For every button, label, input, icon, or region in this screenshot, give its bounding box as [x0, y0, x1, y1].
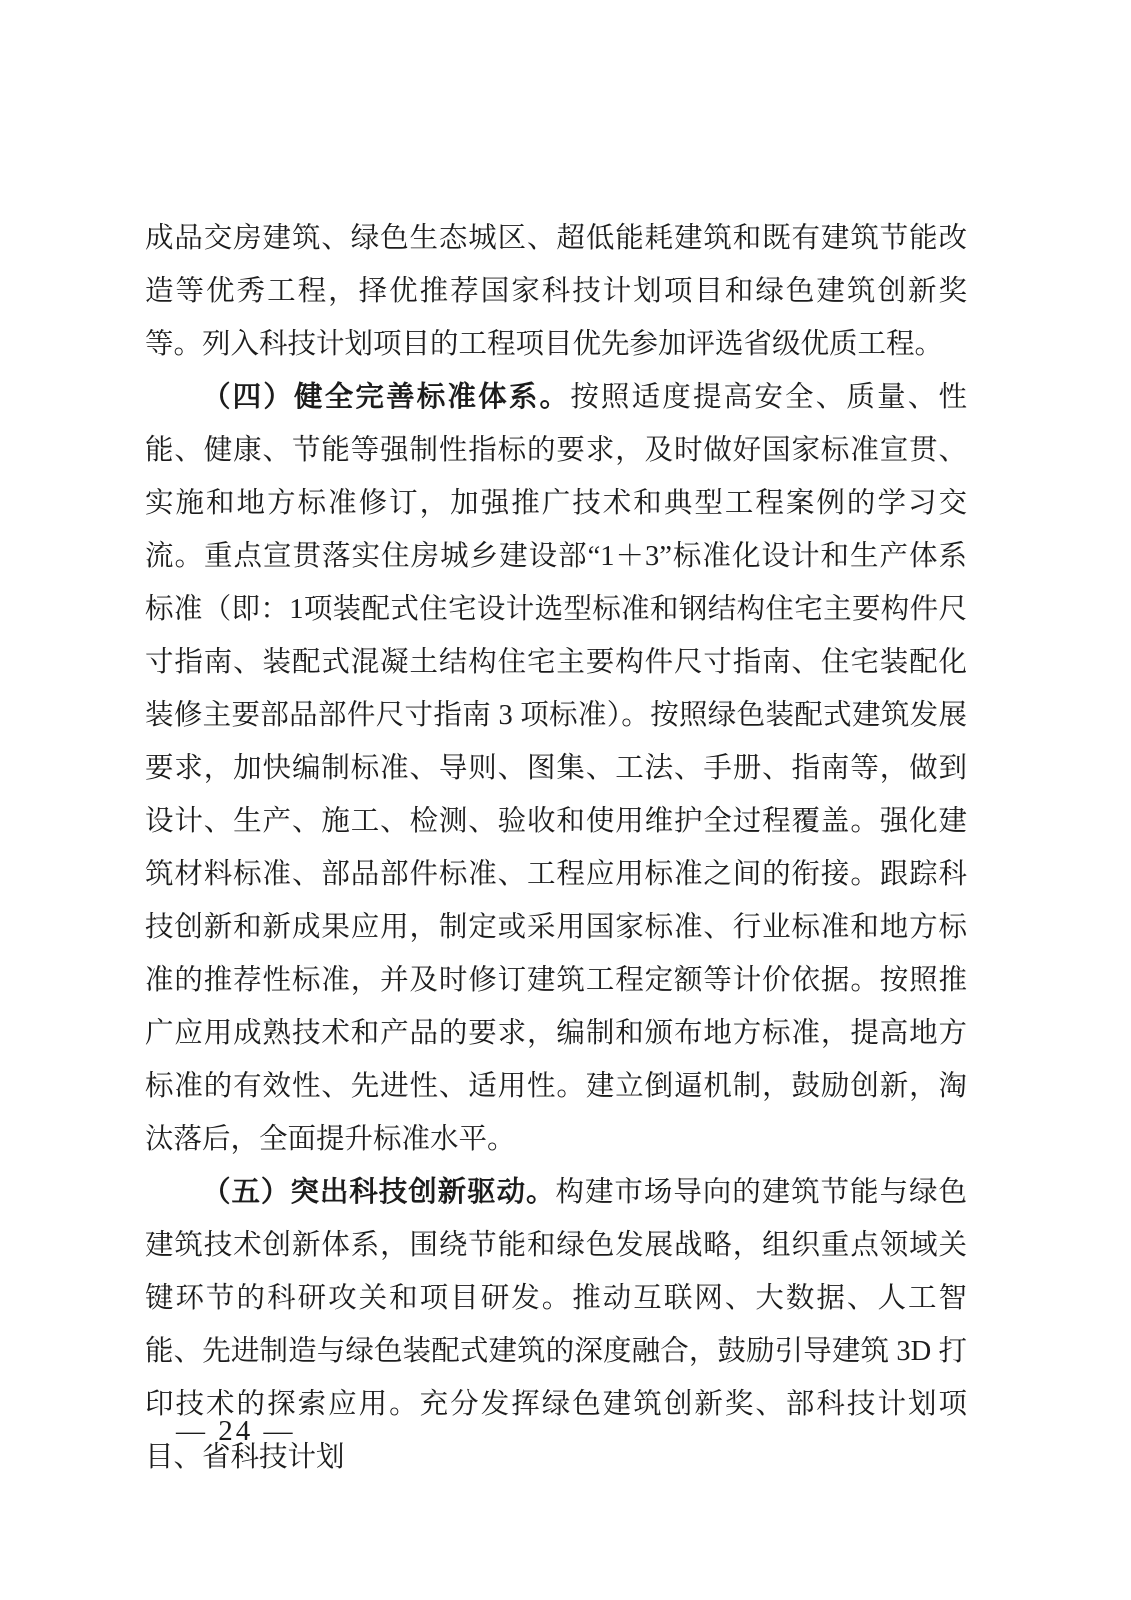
- paragraph-text: 成品交房建筑、绿色生态城区、超低能耗建筑和既有建筑节能改造等优秀工程，择优推荐国家科技计划项目和绿色建筑创新奖等。列入科技计划项目的工程项目优先参加评选省级优质工程。: [145, 223, 967, 360]
- paragraph-section-4: [145, 371, 967, 1166]
- document-body: [145, 212, 967, 1484]
- page-number: — 24 —: [176, 1415, 296, 1447]
- section-4-heading: （四）健全完善标准体系。: [202, 382, 571, 413]
- section-5-heading: （五）突出科技创新驱动。: [202, 1177, 556, 1208]
- paragraph-text: 按照适度提高安全、质量、性能、健康、节能等强制性指标的要求，及时做好国家标准宣贯、实施和地方标准修订，加强推广技术和典型工程案例的学习交流。重点宣贯落实住房城乡建设部“1＋3”标准化设计和生产体系标准（即：1项装配式住宅设计选型标准和钢结构住宅主要构件尺寸指南、装配式混凝土结构住宅主要构件尺寸指南、住宅装配化装修主要部品部件尺寸指南 3 项标准）。按照绿色装配式建筑发展要求，加快编制标准、导则、图集、工法、手册、指南等，做到设计、生产、施工、检测、验收和使用维护全过程覆盖。强化建筑材料标准、部品部件标准、工程应用标准之间的衔接。跟踪科技创新和新成果应用，制定或采用国家标准、行业标准和地方标准的推荐性标准，并及时修订建筑工程定额等计价依据。按照推广应用成熟技术和产品的要求，编制和颁布地方标准，提高地方标准的有效性、先进性、适用性。建立倒逼机制，鼓励创新，淘汰落后，全面提升标准水平。: [145, 382, 967, 1155]
- paragraph-continuation: [145, 212, 967, 371]
- paragraph-text: 构建市场导向的建筑节能与绿色建筑技术创新体系，围绕节能和绿色发展战略，组织重点领域关键环节的科研攻关和项目研发。推动互联网、大数据、人工智能、先进制造与绿色装配式建筑的深度融合，鼓励引导建筑 3D 打印技术的探索应用。充分发挥绿色建筑创新奖、部科技计划项目、省科技计划: [145, 1177, 967, 1473]
